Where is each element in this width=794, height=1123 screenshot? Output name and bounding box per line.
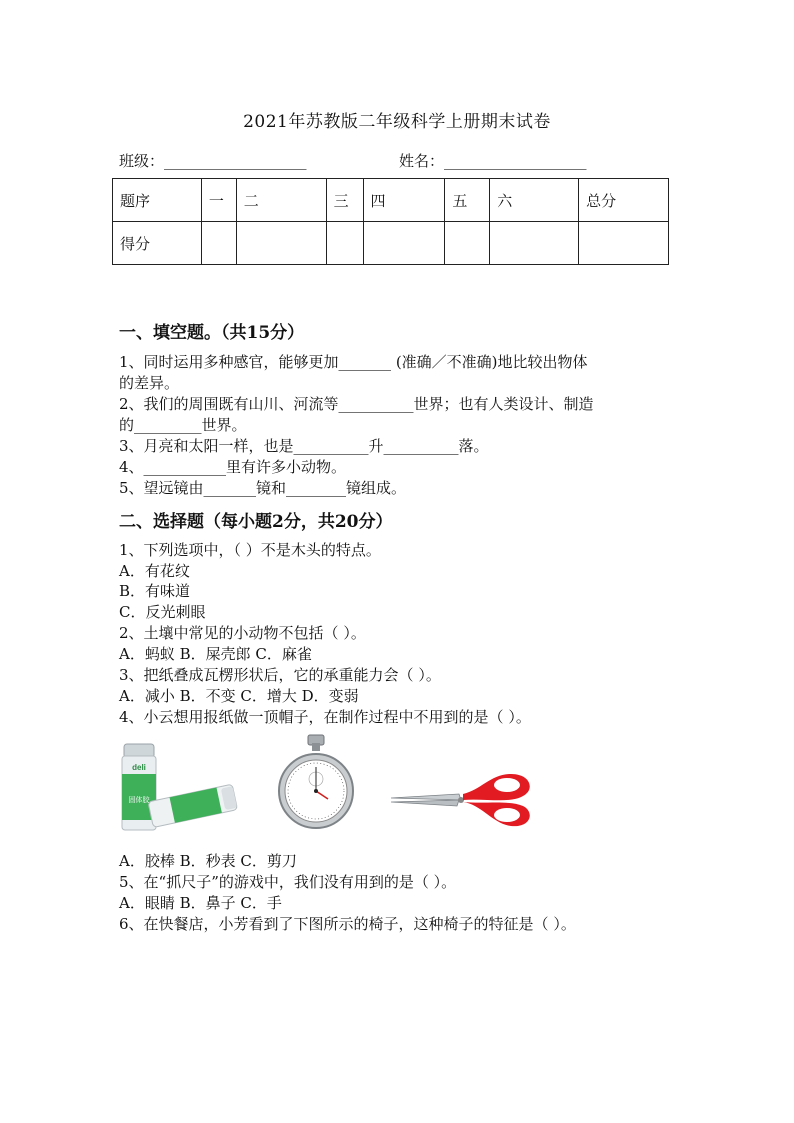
- class-field: 班级：___________________: [119, 152, 307, 170]
- table-cell: 总分: [579, 179, 669, 222]
- question-line: 2、土壤中常见的小动物不包括（ ）。: [119, 624, 366, 642]
- question-line: 3、月亮和太阳一样，也是__________升__________落。: [119, 437, 489, 455]
- score-cell[interactable]: [490, 222, 579, 265]
- glue-stick-image: [118, 740, 240, 836]
- score-cell[interactable]: [201, 222, 236, 265]
- question-line: 6、在快餐店，小芳看到了下图所示的椅子，这种椅子的特征是（ ）。: [119, 915, 576, 933]
- option-line: A．有花纹: [119, 562, 190, 580]
- score-cell[interactable]: [236, 222, 326, 265]
- question-line: 4、小云想用报纸做一顶帽子，在制作过程中不用到的是（ ）。: [119, 708, 531, 726]
- table-cell: 得分: [113, 222, 202, 265]
- option-line: A．蚂蚁 B．屎壳郎 C．麻雀: [119, 645, 312, 663]
- name-field: 姓名：___________________: [399, 152, 587, 170]
- table-cell: 六: [490, 179, 579, 222]
- score-cell[interactable]: [445, 222, 490, 265]
- stopwatch-image: [276, 733, 356, 831]
- scissors-image: [389, 764, 539, 836]
- table-cell: 二: [236, 179, 326, 222]
- question-line: 2、我们的周围既有山川、河流等__________世界；也有人类设计、制造: [119, 395, 594, 413]
- page-title: 2021年苏教版二年级科学上册期末试卷: [243, 112, 551, 132]
- table-cell: 五: [445, 179, 490, 222]
- table-cell: 一: [201, 179, 236, 222]
- score-cell[interactable]: [326, 222, 363, 265]
- score-cell[interactable]: [579, 222, 669, 265]
- table-cell: 四: [363, 179, 445, 222]
- question-line: 1、同时运用多种感官，能够更加_______ (准确／不准确)地比较出物体: [119, 353, 588, 371]
- question-line: 3、把纸叠成瓦楞形状后，它的承重能力会（ ）。: [119, 666, 441, 684]
- question-line: 1、下列选项中，（ ）不是木头的特点。: [119, 541, 381, 559]
- question-line: 的_________世界。: [119, 416, 247, 434]
- table-cell: 题序: [113, 179, 202, 222]
- option-line: C．反光刺眼: [119, 603, 206, 621]
- option-line: A．胶棒 B．秒表 C．剪刀: [119, 852, 297, 870]
- option-line: B．有味道: [119, 582, 191, 600]
- table-cell: 三: [326, 179, 363, 222]
- question-line: 的差异。: [119, 374, 180, 392]
- score-table: [112, 178, 669, 265]
- question-line: 4、___________里有许多小动物。: [119, 458, 347, 476]
- option-line: A．眼睛 B．鼻子 C．手: [119, 894, 282, 912]
- glue-name-text: 固体胶: [128, 796, 150, 804]
- score-cell[interactable]: [363, 222, 445, 265]
- score-table-header-row: [113, 179, 669, 222]
- option-line: A．减小 B．不变 C．增大 D．变弱: [119, 687, 359, 705]
- section-2-title: 二、选择题（每小题2分，共20分）: [119, 512, 393, 532]
- glue-brand-text: deli: [132, 763, 146, 772]
- question-line: 5、望远镜由_______镜和________镜组成。: [119, 479, 407, 497]
- score-table-score-row: [113, 222, 669, 265]
- section-1-title: 一、填空题。（共15分）: [119, 323, 305, 343]
- question-line: 5、在“抓尺子”的游戏中，我们没有用到的是（ ）。: [119, 873, 457, 891]
